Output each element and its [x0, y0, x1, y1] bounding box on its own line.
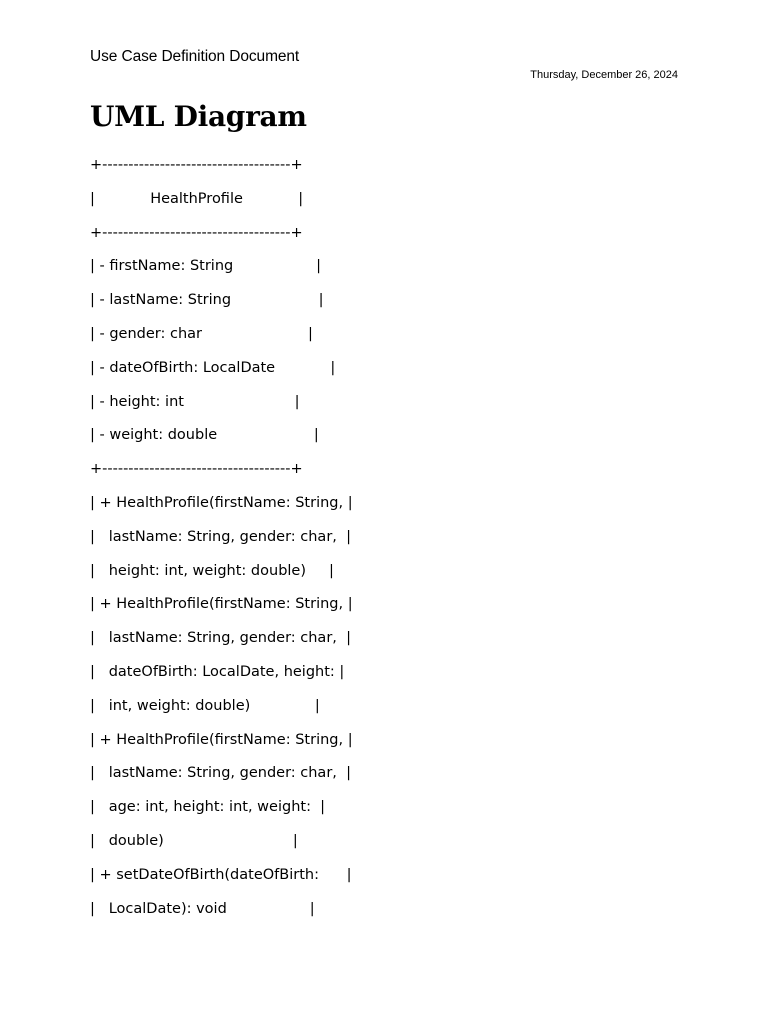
- uml-class-name-line: | HealthProfile |: [90, 190, 304, 207]
- uml-method-line: | height: int, weight: double) |: [90, 562, 334, 579]
- uml-border-line: +------------------------------------+: [90, 461, 303, 478]
- uml-method-line: | int, weight: double) |: [90, 697, 320, 714]
- uml-attribute-line: | - dateOfBirth: LocalDate |: [90, 359, 336, 376]
- uml-attribute-line: | - height: int |: [90, 393, 300, 410]
- uml-border-line: +------------------------------------+: [90, 224, 303, 241]
- uml-method-line: | lastName: String, gender: char, |: [90, 528, 351, 545]
- document-date: Thursday, December 26, 2024: [530, 69, 678, 81]
- uml-attribute-line: | - firstName: String |: [90, 258, 322, 275]
- uml-attribute-line: | - gender: char |: [90, 325, 313, 342]
- document-header-title: Use Case Definition Document: [90, 48, 300, 65]
- uml-method-line: | + HealthProfile(firstName: String, |: [90, 731, 353, 748]
- uml-border-line: +------------------------------------+: [90, 157, 303, 173]
- uml-method-line: | lastName: String, gender: char, |: [90, 765, 351, 782]
- uml-method-line: | LocalDate): void |: [90, 900, 315, 917]
- uml-method-line: | double) |: [90, 832, 298, 849]
- uml-method-line: | lastName: String, gender: char, |: [90, 630, 351, 647]
- uml-method-line: | dateOfBirth: LocalDate, height: |: [90, 663, 345, 680]
- uml-method-line: | + HealthProfile(firstName: String, |: [90, 494, 353, 511]
- uml-diagram-text: [90, 153, 353, 930]
- uml-attribute-line: | - weight: double |: [90, 427, 319, 444]
- uml-method-line: | age: int, height: int, weight: |: [90, 799, 326, 816]
- uml-method-line: | + setDateOfBirth(dateOfBirth: |: [90, 866, 352, 883]
- uml-method-line: | + HealthProfile(firstName: String, |: [90, 596, 353, 613]
- uml-attribute-line: | - lastName: String |: [90, 292, 324, 309]
- page-title: UML Diagram: [90, 100, 307, 133]
